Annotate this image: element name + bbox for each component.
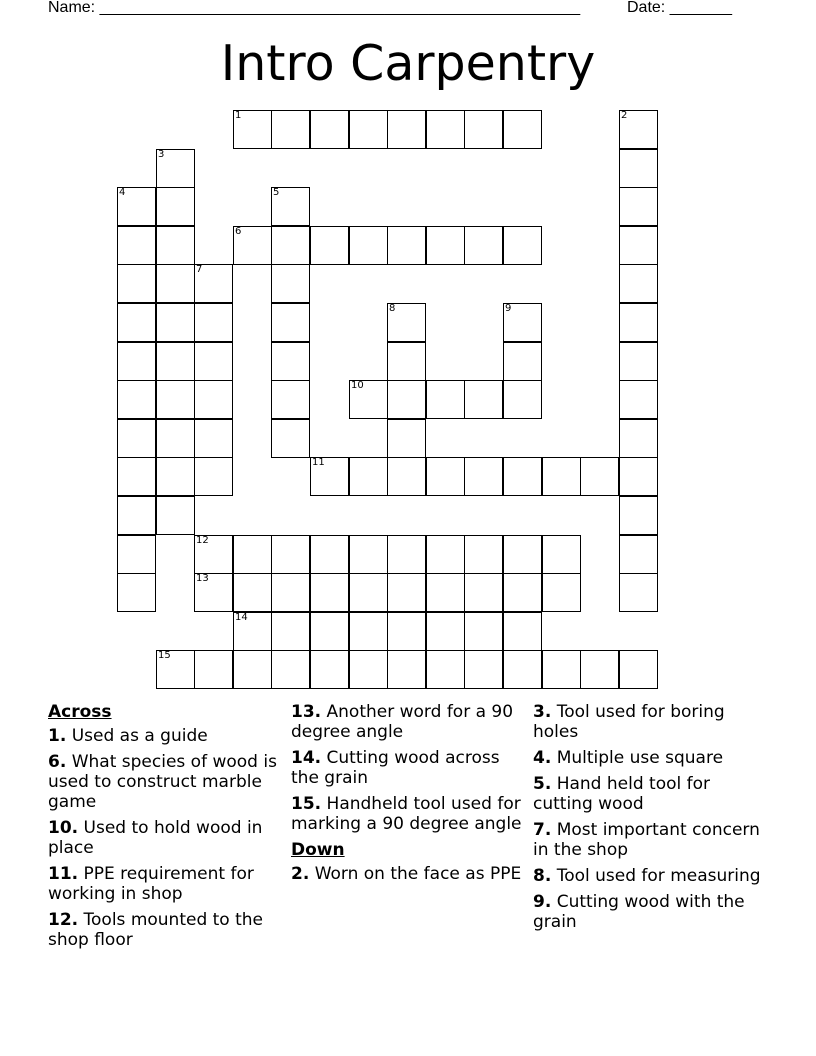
grid-cell[interactable] bbox=[156, 226, 195, 265]
grid-cell[interactable] bbox=[349, 380, 388, 419]
grid-cell[interactable] bbox=[464, 612, 503, 651]
grid-cell[interactable] bbox=[271, 535, 310, 574]
date-field-label: Date: _______ bbox=[627, 0, 732, 16]
clue-number: 11 bbox=[312, 457, 325, 468]
grid-cell[interactable] bbox=[117, 535, 156, 574]
grid-cell[interactable] bbox=[271, 342, 310, 381]
grid-cell[interactable] bbox=[503, 303, 542, 342]
grid-cell[interactable] bbox=[464, 573, 503, 612]
clue-number: 12 bbox=[196, 535, 209, 546]
name-field-label: Name: ______________________________________________________ bbox=[48, 0, 581, 16]
grid-cell[interactable] bbox=[349, 650, 388, 689]
grid-cell[interactable] bbox=[349, 110, 388, 149]
grid-cell[interactable] bbox=[426, 650, 465, 689]
clue-across-15: 15. Handheld tool used for marking a 90 degree angle bbox=[291, 794, 522, 834]
grid-cell[interactable] bbox=[117, 419, 156, 458]
grid-cell[interactable] bbox=[310, 650, 349, 689]
grid-cell[interactable] bbox=[310, 573, 349, 612]
grid-cell[interactable] bbox=[271, 264, 310, 303]
clue-number: 6 bbox=[235, 226, 242, 237]
grid-cell[interactable] bbox=[503, 110, 542, 149]
clue-across-12: 12. Tools mounted to the shop floor bbox=[48, 910, 264, 950]
grid-cell[interactable] bbox=[503, 457, 542, 496]
clue-down-2: 2. Worn on the face as PPE bbox=[291, 864, 522, 884]
grid-cell[interactable] bbox=[619, 226, 658, 265]
grid-cell[interactable] bbox=[194, 264, 233, 303]
grid-cell[interactable] bbox=[619, 380, 658, 419]
grid-cell[interactable] bbox=[387, 110, 426, 149]
grid-cell[interactable] bbox=[387, 457, 426, 496]
grid-cell[interactable] bbox=[542, 650, 581, 689]
grid-cell[interactable] bbox=[310, 226, 349, 265]
grid-cell[interactable] bbox=[349, 226, 388, 265]
grid-cell[interactable] bbox=[117, 573, 156, 612]
grid-cell[interactable] bbox=[271, 226, 310, 265]
grid-cell[interactable] bbox=[349, 457, 388, 496]
grid-cell[interactable] bbox=[619, 535, 658, 574]
grid-cell[interactable] bbox=[271, 380, 310, 419]
grid-cell[interactable] bbox=[156, 149, 195, 188]
grid-cell[interactable] bbox=[426, 457, 465, 496]
grid-cell[interactable] bbox=[619, 342, 658, 381]
clue-number: 2 bbox=[621, 110, 628, 121]
clue-number: 8 bbox=[389, 303, 396, 314]
clue-number: 3 bbox=[158, 149, 165, 160]
grid-cell[interactable] bbox=[271, 419, 310, 458]
grid-cell[interactable] bbox=[117, 303, 156, 342]
grid-cell[interactable] bbox=[233, 535, 272, 574]
grid-cell[interactable] bbox=[542, 573, 581, 612]
grid-cell[interactable] bbox=[580, 457, 619, 496]
grid-cell[interactable] bbox=[426, 226, 465, 265]
grid-cell[interactable] bbox=[271, 110, 310, 149]
grid-cell[interactable] bbox=[503, 650, 542, 689]
grid-cell[interactable] bbox=[464, 457, 503, 496]
grid-cell[interactable] bbox=[619, 650, 658, 689]
grid-cell[interactable] bbox=[310, 612, 349, 651]
grid-cell[interactable] bbox=[117, 380, 156, 419]
clue-across-14: 14. Cutting wood across the grain bbox=[291, 748, 500, 788]
grid-cell[interactable] bbox=[233, 226, 272, 265]
grid-cell[interactable] bbox=[117, 457, 156, 496]
clue-down-4: 4. Multiple use square bbox=[533, 748, 724, 768]
clue-number: 10 bbox=[351, 380, 364, 391]
grid-cell[interactable] bbox=[426, 110, 465, 149]
grid-cell[interactable] bbox=[387, 226, 426, 265]
clue-across-13: 13. Another word for a 90 degree angle bbox=[291, 702, 514, 742]
grid-cell[interactable] bbox=[310, 535, 349, 574]
grid-cell[interactable] bbox=[619, 419, 658, 458]
grid-cell[interactable] bbox=[271, 303, 310, 342]
grid-cell[interactable] bbox=[619, 110, 658, 149]
grid-cell[interactable] bbox=[464, 110, 503, 149]
clue-down-3: 3. Tool used for boring holes bbox=[533, 702, 725, 742]
grid-cell[interactable] bbox=[349, 535, 388, 574]
grid-cell[interactable] bbox=[503, 226, 542, 265]
clue-down-7: 7. Most important concern in the shop bbox=[533, 820, 760, 860]
clues-column-1 bbox=[48, 702, 284, 956]
clue-number: 5 bbox=[273, 187, 280, 198]
grid-cell[interactable] bbox=[233, 612, 272, 651]
grid-cell[interactable] bbox=[619, 187, 658, 226]
grid-cell[interactable] bbox=[503, 612, 542, 651]
grid-cell[interactable] bbox=[619, 496, 658, 535]
grid-cell[interactable] bbox=[503, 342, 542, 381]
grid-cell[interactable] bbox=[117, 226, 156, 265]
grid-cell[interactable] bbox=[194, 342, 233, 381]
clue-number: 14 bbox=[235, 612, 248, 623]
grid-cell[interactable] bbox=[619, 457, 658, 496]
clue-across-6: 6. What species of wood is used to construct marble game bbox=[48, 752, 277, 812]
grid-cell[interactable] bbox=[619, 573, 658, 612]
grid-cell[interactable] bbox=[156, 419, 195, 458]
grid-cell[interactable] bbox=[156, 496, 195, 535]
grid-cell[interactable] bbox=[619, 149, 658, 188]
grid-cell[interactable] bbox=[349, 573, 388, 612]
grid-cell[interactable] bbox=[310, 457, 349, 496]
across-heading: Across bbox=[48, 702, 112, 722]
grid-cell[interactable] bbox=[387, 342, 426, 381]
grid-cell[interactable] bbox=[387, 650, 426, 689]
grid-cell[interactable] bbox=[271, 650, 310, 689]
grid-cell[interactable] bbox=[117, 264, 156, 303]
grid-cell[interactable] bbox=[156, 380, 195, 419]
grid-cell[interactable] bbox=[156, 187, 195, 226]
clues-column-2 bbox=[291, 702, 527, 890]
grid-cell[interactable] bbox=[426, 612, 465, 651]
grid-cell[interactable] bbox=[156, 264, 195, 303]
grid-cell[interactable] bbox=[387, 419, 426, 458]
grid-cell[interactable] bbox=[464, 380, 503, 419]
grid-cell[interactable] bbox=[580, 650, 619, 689]
grid-cell[interactable] bbox=[194, 419, 233, 458]
clue-number: 4 bbox=[119, 187, 126, 198]
grid-cell[interactable] bbox=[233, 650, 272, 689]
grid-cell[interactable] bbox=[387, 612, 426, 651]
grid-cell[interactable] bbox=[117, 187, 156, 226]
clue-down-5: 5. Hand held tool for cutting wood bbox=[533, 774, 710, 814]
clue-number: 1 bbox=[235, 110, 242, 121]
grid-cell[interactable] bbox=[542, 535, 581, 574]
clue-across-10: 10. Used to hold wood in place bbox=[48, 818, 263, 858]
clue-down-8: 8. Tool used for measuring bbox=[533, 866, 761, 886]
grid-cell[interactable] bbox=[194, 650, 233, 689]
grid-cell[interactable] bbox=[271, 573, 310, 612]
grid-cell[interactable] bbox=[194, 535, 233, 574]
grid-cell[interactable] bbox=[156, 650, 195, 689]
page-title: Intro Carpentry bbox=[220, 35, 596, 92]
clue-number: 13 bbox=[196, 573, 209, 584]
grid-cell[interactable] bbox=[117, 342, 156, 381]
grid-cell[interactable] bbox=[310, 110, 349, 149]
clue-across-11: 11. PPE requirement for working in shop bbox=[48, 864, 254, 904]
grid-cell[interactable] bbox=[426, 535, 465, 574]
grid-cell[interactable] bbox=[464, 650, 503, 689]
grid-cell[interactable] bbox=[387, 535, 426, 574]
clue-across-1: 1. Used as a guide bbox=[48, 726, 208, 746]
grid-cell[interactable] bbox=[619, 303, 658, 342]
grid-cell[interactable] bbox=[117, 496, 156, 535]
grid-cell[interactable] bbox=[194, 303, 233, 342]
grid-cell[interactable] bbox=[426, 380, 465, 419]
grid-cell[interactable] bbox=[387, 380, 426, 419]
grid-cell[interactable] bbox=[194, 457, 233, 496]
grid-cell[interactable] bbox=[503, 380, 542, 419]
clues-column-3 bbox=[533, 702, 769, 938]
down-heading: Down bbox=[291, 840, 345, 860]
grid-cell[interactable] bbox=[271, 187, 310, 226]
grid-cell[interactable] bbox=[233, 110, 272, 149]
grid-cell[interactable] bbox=[271, 612, 310, 651]
grid-cell[interactable] bbox=[233, 573, 272, 612]
grid-cell[interactable] bbox=[464, 535, 503, 574]
grid-cell[interactable] bbox=[156, 303, 195, 342]
clue-down-9: 9. Cutting wood with the grain bbox=[533, 892, 745, 932]
grid-cell[interactable] bbox=[503, 535, 542, 574]
grid-cell[interactable] bbox=[194, 573, 233, 612]
grid-cell[interactable] bbox=[387, 573, 426, 612]
grid-cell[interactable] bbox=[464, 226, 503, 265]
clue-number: 7 bbox=[196, 264, 203, 275]
clue-number: 9 bbox=[505, 303, 512, 314]
grid-cell[interactable] bbox=[349, 612, 388, 651]
grid-cell[interactable] bbox=[156, 342, 195, 381]
grid-cell[interactable] bbox=[542, 457, 581, 496]
clue-number: 15 bbox=[158, 650, 171, 661]
grid-cell[interactable] bbox=[194, 380, 233, 419]
grid-cell[interactable] bbox=[503, 573, 542, 612]
grid-cell[interactable] bbox=[426, 573, 465, 612]
grid-cell[interactable] bbox=[387, 303, 426, 342]
grid-cell[interactable] bbox=[619, 264, 658, 303]
grid-cell[interactable] bbox=[156, 457, 195, 496]
